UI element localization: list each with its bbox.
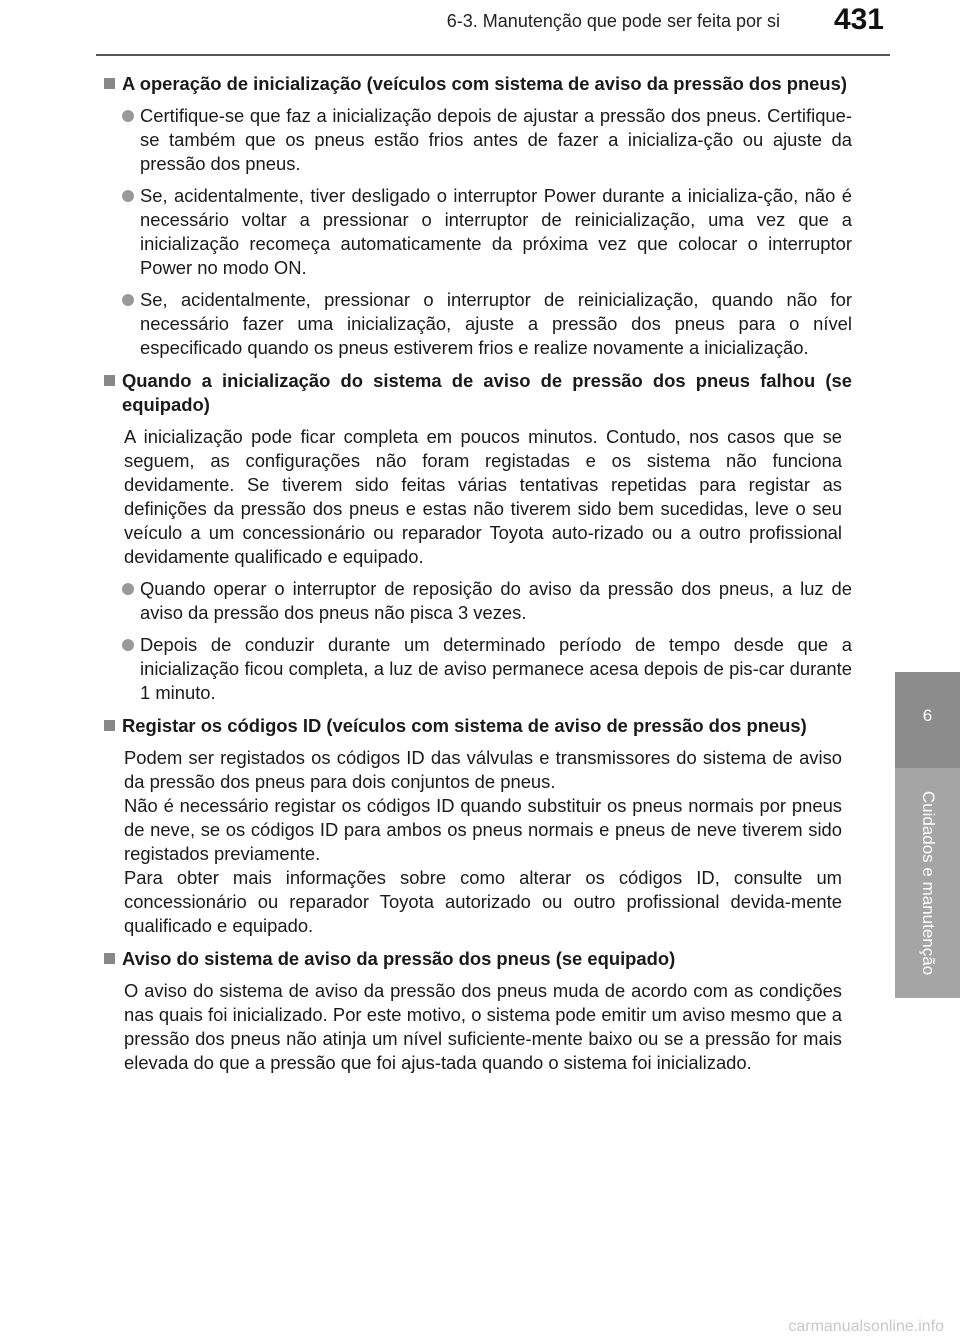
circle-bullet-icon [122, 110, 134, 122]
section-paragraph: A inicialização pode ficar completa em poucos minutos. Contudo, nos casos que se seguem, as configurações não foram registadas e os sistema não funciona devidamente. Se tiverem sido feitas várias tentativas repetidas para registar as definições da pressão dos pneus e estas não tiverem sido bem sucedidas, leve o seu veículo a um concessionário ou reparador Toyota auto-rizado ou a outro profissional devidamente qualificado e equipado. [124, 426, 842, 567]
section-heading [104, 714, 852, 738]
chapter-tab [895, 672, 960, 768]
list-item [122, 577, 852, 625]
square-bullet-icon [104, 375, 115, 386]
section-register-id-codes [104, 714, 852, 938]
section-initialization-operation [104, 72, 852, 360]
section-heading [104, 369, 852, 417]
circle-bullet-icon [122, 294, 134, 306]
square-bullet-icon [104, 720, 115, 731]
section-heading-text: Quando a inicialização do sistema de aviso de pressão dos pneus falhou (se equipado) [122, 370, 852, 415]
section-heading [104, 72, 852, 96]
list-item-text: Se, acidentalmente, pressionar o interruptor de reinicialização, quando não for necessário fazer uma inicialização, ajuste a pressão dos pneus para o nível especificado quando os pneus estiverem frios e realize novamente a inicialização. [140, 289, 852, 358]
section-heading-text: A operação de inicialização (veículos com sistema de aviso da pressão dos pneus) [122, 73, 847, 94]
list-item [122, 633, 852, 705]
list-item-text: Depois de conduzir durante um determinado período de tempo desde que a inicialização ficou completa, a luz de aviso permanece acesa depois de pis-car durante 1 minuto. [140, 634, 852, 703]
page-header [0, 0, 960, 56]
square-bullet-icon [104, 78, 115, 89]
square-bullet-icon [104, 953, 115, 964]
circle-bullet-icon [122, 583, 134, 595]
list-item-text: Se, acidentalmente, tiver desligado o interruptor Power durante a inicializa-ção, não é necessário voltar a pressionar o interruptor de reinicialização, uma vez que a inicialização recomeça automaticamente da próxima vez que colocar o interruptor Power no modo ON. [140, 185, 852, 278]
header-divider [96, 54, 890, 56]
section-paragraph [124, 746, 842, 938]
page-number: 431 [833, 3, 884, 36]
paragraph-line-group: Podem ser registados os códigos ID das válvulas e transmissores do sistema de aviso da pressão dos pneus para dois conjuntos de pneus. [124, 747, 842, 792]
list-item-text: Certifique-se que faz a inicialização depois de ajustar a pressão dos pneus. Certifique-se também que os pneus estão frios antes de fazer a inicializa-ção ou ajuste da pressão dos pneus. [140, 105, 852, 174]
list-item [122, 184, 852, 280]
section-heading-text: Aviso do sistema de aviso da pressão dos pneus (se equipado) [122, 948, 676, 969]
section-initialization-failed [104, 369, 852, 705]
watermark: carmanualsonline.info [788, 1318, 944, 1335]
section-paragraph: O aviso do sistema de aviso da pressão dos pneus muda de acordo com as condições nas quais foi inicializado. Por este motivo, o sistema pode emitir um aviso mesmo que a pressão dos pneus não atinja um nível suficiente-mente baixo ou se a pressão for mais elevada do que a pressão que foi ajus-tada quando o sistema foi inicializado. [124, 980, 842, 1073]
paragraph-line-group: Não é necessário registar os códigos ID quando substituir os pneus normais por pneus de neve, se os códigos ID para ambos os pneus normais e pneus de neve tiverem sido registados previamente. [124, 795, 842, 864]
section-heading [104, 947, 852, 971]
list-item [122, 288, 852, 360]
list-item-text: Quando operar o interruptor de reposição do aviso da pressão dos pneus, a luz de aviso da pressão dos pneus não pisca 3 vezes. [140, 578, 852, 623]
paragraph-line-group: Para obter mais informações sobre como alterar os códigos ID, consulte um concessionário ou reparador Toyota autorizado ou outro profissional devida-mente qualificado e equipado. [124, 867, 842, 936]
circle-bullet-icon [122, 190, 134, 202]
section-heading-text: Registar os códigos ID (veículos com sistema de aviso de pressão dos pneus) [122, 715, 807, 736]
chapter-side-label-box [895, 768, 960, 998]
circle-bullet-icon [122, 639, 134, 651]
chapter-tab-number: 6 [922, 706, 933, 725]
page-content [104, 72, 852, 1084]
chapter-side-label: Cuidados e manutenção [918, 790, 938, 976]
section-warning [104, 947, 852, 1075]
list-item [122, 104, 852, 176]
chapter-title: 6-3. Manutenção que pode ser feita por si [446, 11, 780, 31]
